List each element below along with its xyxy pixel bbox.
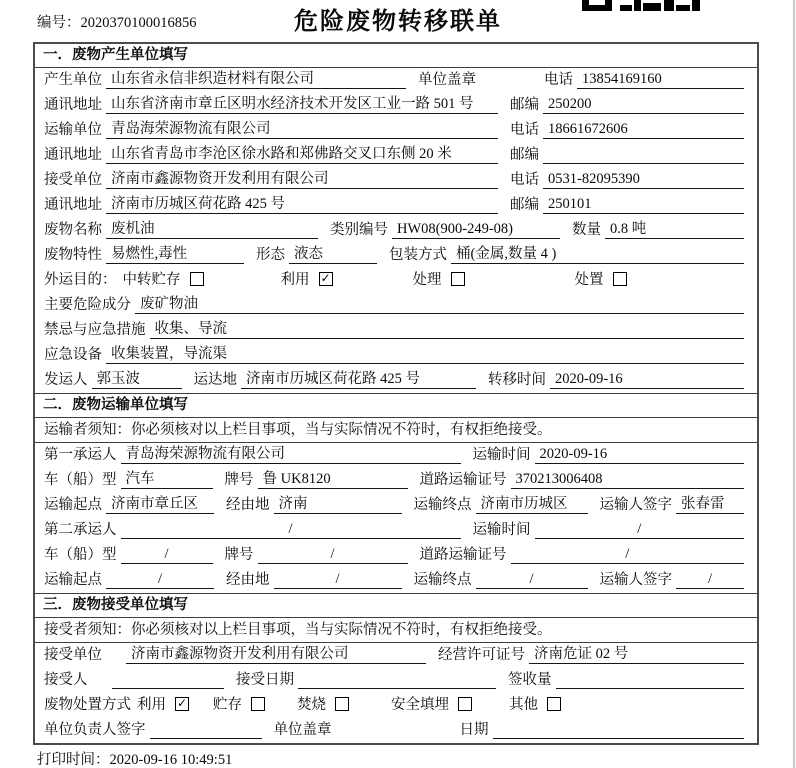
checkbox-field (507, 693, 561, 714)
field-label: 运输时间 (472, 447, 531, 463)
print-time-value: 2020-09-16 10:49:51 (109, 752, 233, 768)
form-row (35, 168, 757, 193)
notice-row (35, 618, 757, 643)
form-row (35, 218, 757, 243)
field-value: / (121, 545, 213, 564)
field-value: 山东省青岛市李沧区徐水路和郑佛路交叉口东侧 20 米 (106, 145, 498, 164)
field-value: 250101 (543, 195, 744, 214)
field-value: 汽车 (121, 470, 213, 489)
checkbox-checked-icon: ✓ (320, 270, 331, 285)
checkbox-label: 焚烧 (297, 697, 326, 713)
field-label: 电话 (544, 72, 573, 88)
form-row (35, 543, 757, 568)
form-row (35, 468, 757, 493)
field-label: 单位盖章 (273, 722, 332, 738)
field-label: 运输人签字 (599, 497, 672, 513)
field-value: 桶(金属,数量 4 ) (451, 245, 744, 264)
field-value: 青岛海荣源物流有限公司 (106, 120, 498, 139)
blank-field (493, 720, 745, 739)
field-label: 主要危险成分 (44, 297, 131, 313)
field-value: 郭玉波 (92, 370, 182, 389)
field-value: 济南市历城区 (476, 495, 588, 514)
form-row (35, 268, 757, 293)
field-label: 接受人 (44, 672, 88, 688)
field-label: 经由地 (226, 497, 270, 513)
field-value: 鲁 UK8120 (258, 470, 408, 489)
checkbox-field (135, 693, 211, 714)
field-label: 应急设备 (44, 347, 102, 363)
field-value: / (274, 570, 402, 589)
field-value: 液态 (289, 245, 377, 264)
notice-text: 接受者须知：你必须核对以上栏目事项，当与实际情况不符时，有权拒绝接受。 (44, 622, 552, 638)
field-value: 济南市历城区荷花路 425 号 (106, 195, 498, 214)
field-value: 0531-82095390 (543, 170, 744, 189)
field-label: 邮编 (510, 147, 539, 163)
checkbox-field (295, 693, 389, 714)
field-label: 运输单位 (44, 122, 102, 138)
form-row (35, 93, 757, 118)
field-value: HW08(900-249-08) (392, 220, 560, 239)
field-value: 济南 (274, 495, 402, 514)
field-value: 2020-09-16 (550, 370, 744, 389)
field-label: 运输终点 (413, 572, 472, 588)
checkbox-label: 处置 (574, 272, 604, 288)
form-row (35, 118, 757, 143)
notice-row (35, 418, 757, 443)
field-label: 牌号 (224, 472, 254, 488)
document-number-value: 2020370100016856 (80, 15, 197, 31)
field-label: 接受单位 (44, 647, 102, 663)
checkbox-unchecked-icon (451, 272, 465, 286)
form-row (35, 518, 757, 543)
field-label: 运输终点 (413, 497, 472, 513)
field-label: 经营许可证号 (438, 647, 525, 663)
blank-field (543, 145, 744, 164)
print-time (37, 748, 232, 768)
checkbox-unchecked-icon (547, 697, 561, 711)
checkbox-field (411, 268, 573, 289)
checkbox-unchecked-icon (335, 697, 349, 711)
field-label: 单位负责人签字 (44, 722, 146, 738)
checkbox-unchecked-icon (251, 697, 265, 711)
field-label: 数量 (572, 222, 601, 238)
field-value: 济南市历城区荷花路 425 号 (241, 370, 476, 389)
checkbox-unchecked-icon (458, 697, 472, 711)
blank-field (150, 720, 262, 739)
form-row (35, 718, 757, 743)
checkbox-label: 利用 (280, 272, 310, 288)
transfer-manifest-form (33, 42, 759, 745)
qr-code-fragment (582, 0, 700, 11)
field-label: 接受单位 (44, 172, 102, 188)
field-label: 第一承运人 (44, 447, 117, 463)
field-value: 废机油 (106, 220, 318, 239)
field-label: 废物处置方式 (44, 697, 131, 713)
print-time-label: 打印时间： (37, 752, 110, 768)
checkbox-label: 贮存 (213, 697, 242, 713)
field-label: 道路运输证号 (419, 547, 507, 563)
field-label: 产生单位 (44, 72, 102, 88)
field-value: 济南市鑫源物资开发利用有限公司 (106, 170, 498, 189)
field-value: 18661672606 (543, 120, 744, 139)
field-value: 张春雷 (676, 495, 744, 514)
field-label: 包装方式 (389, 247, 447, 263)
field-label: 废物名称 (44, 222, 102, 238)
field-value: / (258, 545, 408, 564)
checkbox-label: 处理 (412, 272, 442, 288)
form-row (35, 68, 757, 93)
field-label: 签收量 (508, 672, 552, 688)
field-label: 形态 (256, 247, 285, 263)
field-label: 车（船）型 (44, 547, 117, 563)
blank-field (556, 670, 745, 689)
field-value: 370213006408 (511, 470, 745, 489)
field-value: 废矿物油 (135, 295, 744, 314)
checkbox-field (573, 268, 627, 289)
checkbox-label: 其他 (509, 697, 538, 713)
field-label: 通讯地址 (44, 197, 102, 213)
field-value: / (676, 570, 744, 589)
field-label: 道路运输证号 (419, 472, 507, 488)
field-label: 电话 (510, 172, 539, 188)
field-label: 车（船）型 (44, 472, 117, 488)
field-label: 日期 (459, 722, 489, 738)
form-row (35, 368, 757, 393)
field-value: 易燃性,毒性 (106, 245, 244, 264)
field-label: 接受日期 (236, 672, 294, 688)
field-label: 运达地 (193, 372, 237, 388)
form-row (35, 343, 757, 368)
form-row (35, 143, 757, 168)
form-row (35, 668, 757, 693)
field-value: 13854169160 (577, 70, 744, 89)
form-row (35, 243, 757, 268)
field-value: 收集装置，导流渠 (106, 345, 744, 364)
field-value: 济南危证 02 号 (529, 645, 744, 664)
field-value: 2020-09-16 (535, 445, 745, 464)
blank-field (298, 670, 496, 689)
field-value: 山东省济南市章丘区明水经济技术开发区工业一路 501 号 (106, 95, 498, 114)
form-row (35, 193, 757, 218)
field-label: 转移时间 (488, 372, 546, 388)
field-label: 电话 (510, 122, 539, 138)
field-value: / (511, 545, 745, 564)
field-label: 通讯地址 (44, 97, 102, 113)
checkbox-label: 利用 (137, 697, 166, 713)
field-label: 发运人 (44, 372, 88, 388)
form-row (35, 318, 757, 343)
field-label: 外运目的： (44, 272, 117, 288)
field-label: 牌号 (224, 547, 254, 563)
field-label: 运输人签字 (599, 572, 672, 588)
checkbox-checked-icon: ✓ (176, 695, 188, 710)
section-header: 三．废物接受单位填写 (35, 593, 757, 618)
field-value: 山东省永信非织造材料有限公司 (106, 70, 406, 89)
checkbox-unchecked-icon (613, 272, 627, 286)
checkbox-label: 中转贮存 (122, 272, 181, 288)
field-value: / (121, 520, 461, 539)
form-row (35, 293, 757, 318)
notice-text: 运输者须知：你必须核对以上栏目事项，当与实际情况不符时，有权拒绝接受。 (44, 422, 552, 438)
field-label: 邮编 (510, 97, 539, 113)
checkbox-field (121, 268, 279, 289)
field-label: 运输起点 (44, 572, 102, 588)
document-number-label: 编号： (37, 15, 81, 31)
form-row (35, 443, 757, 468)
field-label: 类别编号 (330, 222, 388, 238)
field-value: 青岛海荣源物流有限公司 (121, 445, 461, 464)
checkbox-field (389, 693, 507, 714)
form-row (35, 643, 757, 668)
field-label: 运输起点 (44, 497, 102, 513)
blank-field (112, 670, 224, 689)
section-header: 一．废物产生单位填写 (35, 44, 757, 68)
field-value: / (535, 520, 745, 539)
field-label: 废物特性 (44, 247, 102, 263)
field-label: 经由地 (226, 572, 270, 588)
form-row (35, 693, 757, 718)
checkbox-label: 安全填埋 (391, 697, 449, 713)
section-header: 二．废物运输单位填写 (35, 393, 757, 418)
field-value: 济南市鑫源物资开发利用有限公司 (126, 645, 426, 664)
field-value: 济南市章丘区 (106, 495, 214, 514)
field-value: / (106, 570, 214, 589)
field-label: 禁忌与应急措施 (44, 322, 146, 338)
field-value: 收集、导流 (150, 320, 745, 339)
form-row (35, 493, 757, 518)
field-label: 运输时间 (472, 522, 531, 538)
field-value: 0.8 吨 (605, 220, 744, 239)
form-row (35, 568, 757, 593)
checkbox-unchecked-icon (190, 272, 204, 286)
field-label: 通讯地址 (44, 147, 102, 163)
page-title: 危险废物转移联单 (294, 8, 502, 35)
field-label: 邮编 (510, 197, 539, 213)
field-label: 第二承运人 (44, 522, 117, 538)
field-value: / (476, 570, 588, 589)
field-label: 单位盖章 (418, 72, 476, 88)
checkbox-field (279, 268, 411, 289)
checkbox-field (211, 693, 295, 714)
page-edge-line (793, 0, 795, 768)
field-value: 250200 (543, 95, 744, 114)
